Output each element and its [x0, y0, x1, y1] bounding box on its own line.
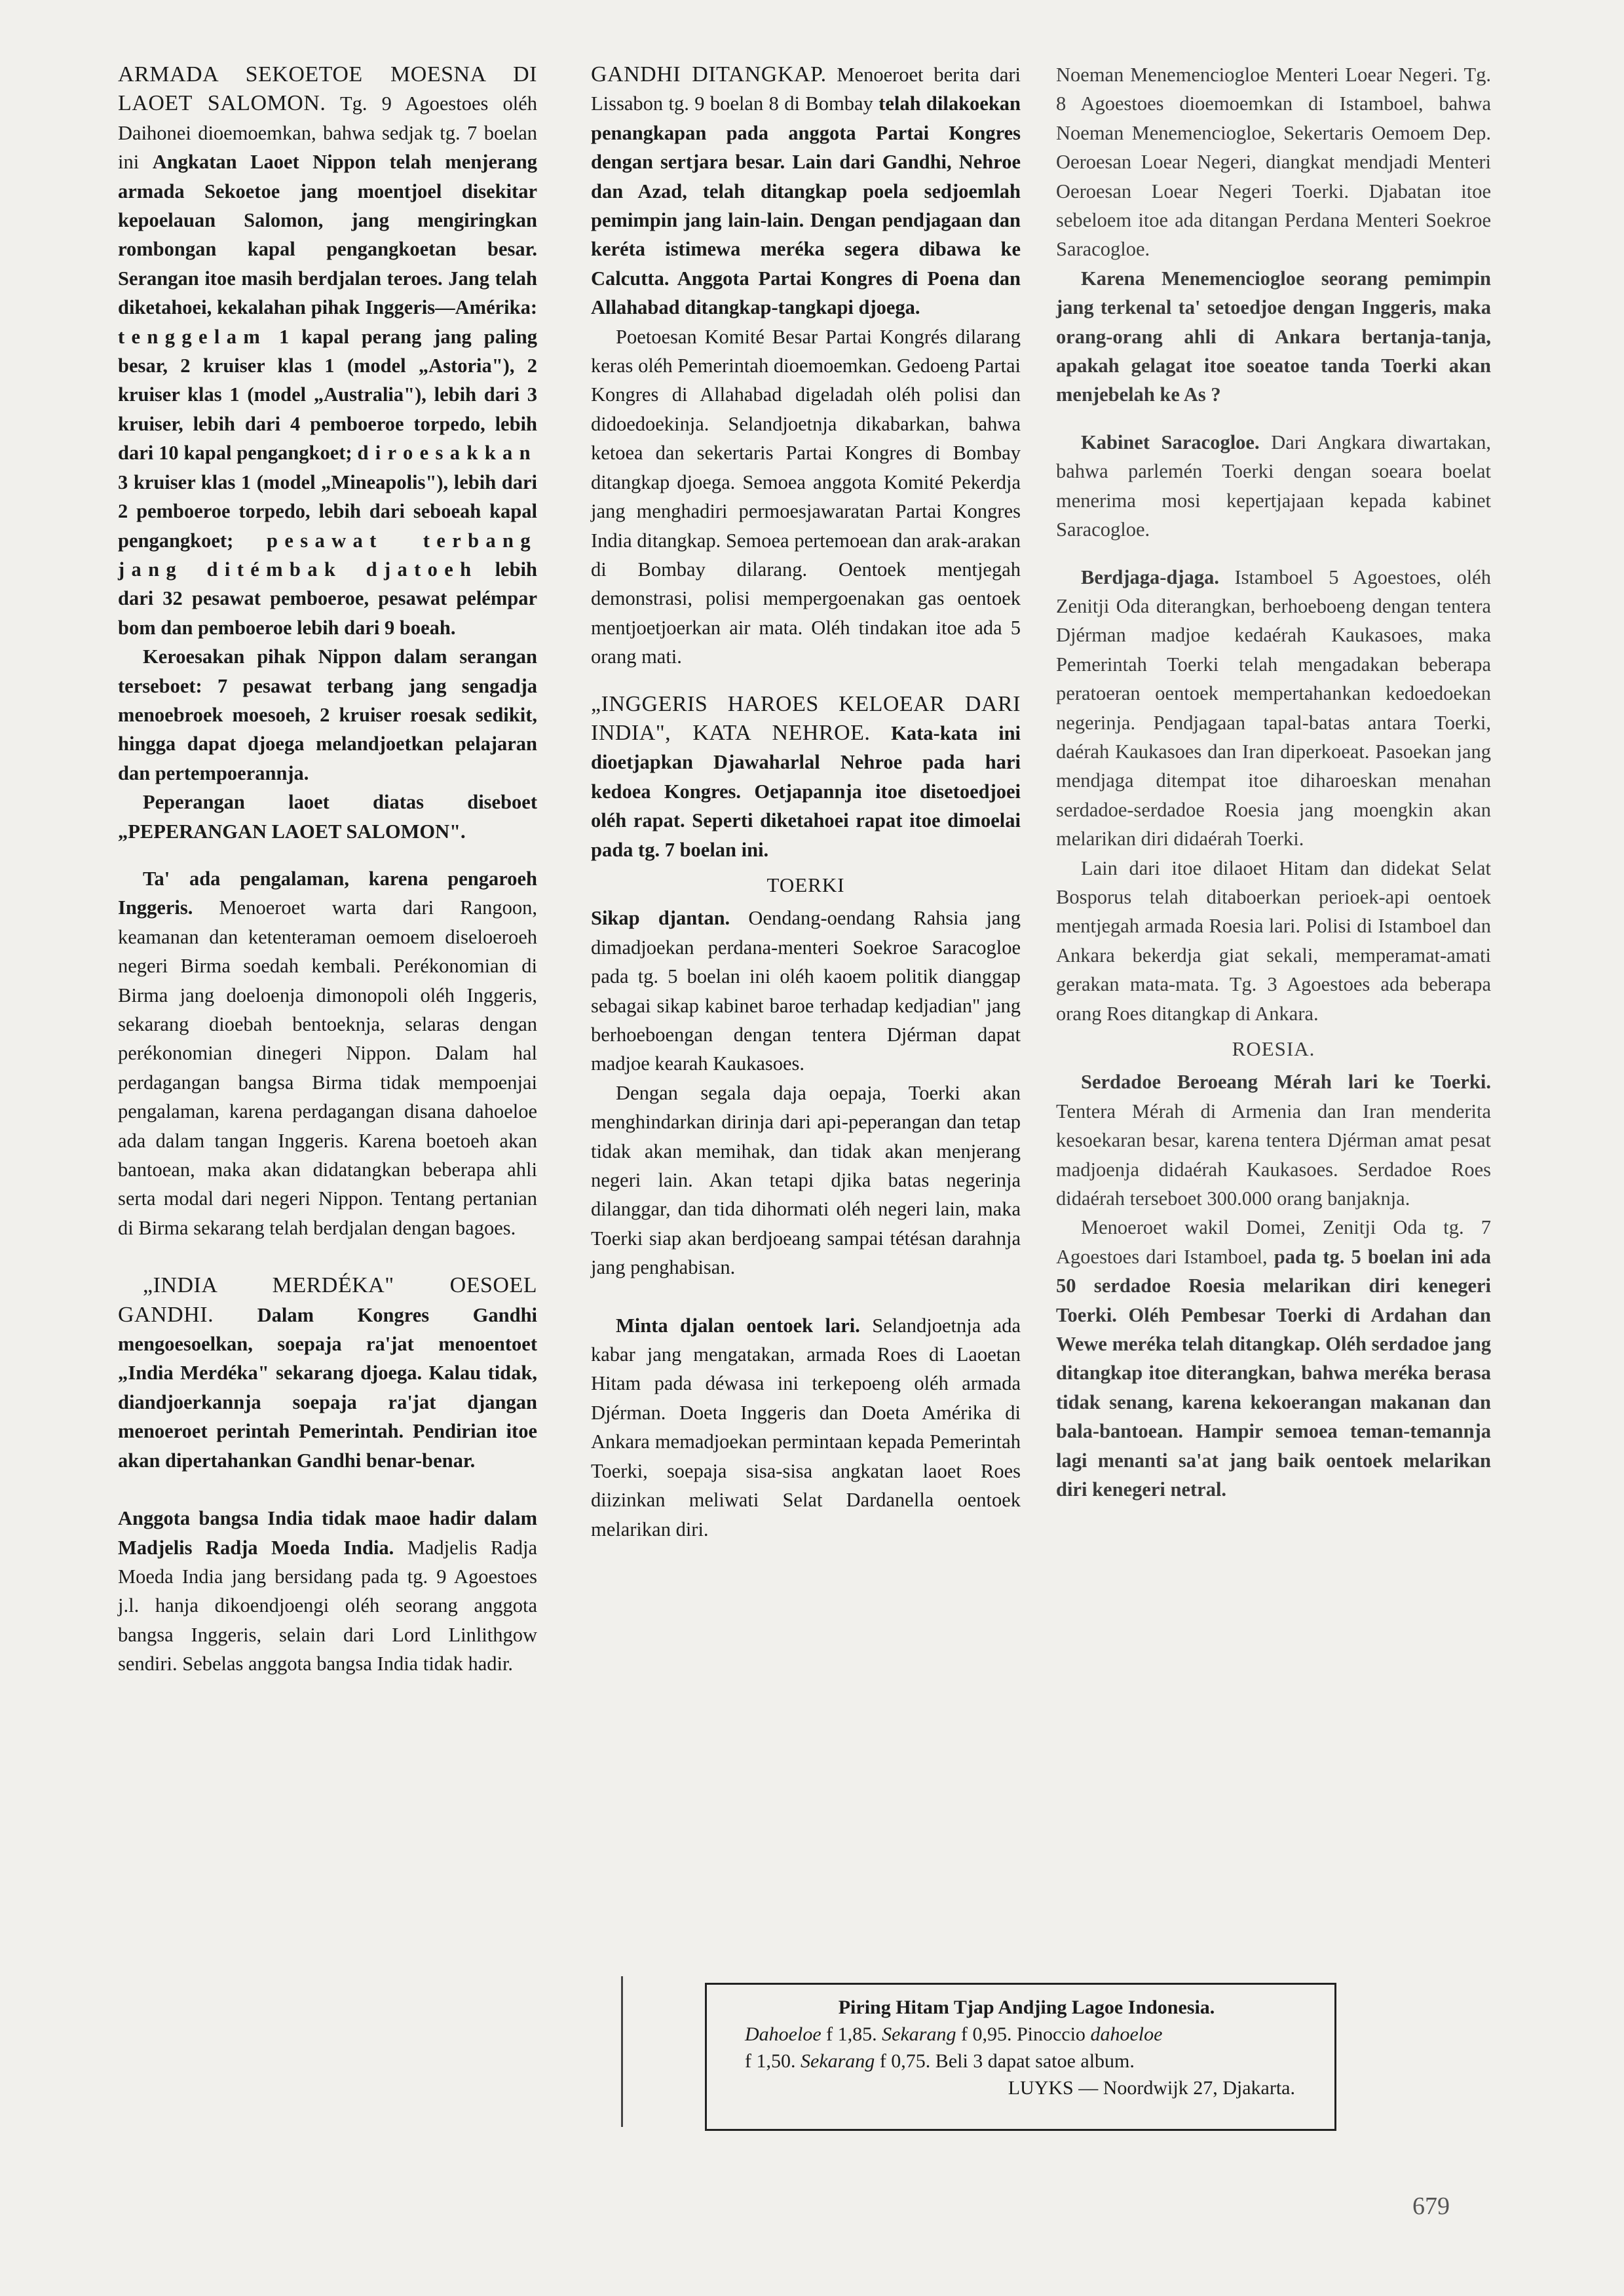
- headline-gandhi-ditangkap: GANDHI DITANGKAP.: [591, 62, 827, 86]
- headline-beroeang-merah: Serdadoe Beroeang Mérah lari ke Toerki.: [1081, 1071, 1491, 1094]
- article-birma: Ta' ada pengalaman, karena pengaroeh Inggeris. Menoeroet warta dari Rangoon, keamanan dan ketenteraman oemoem diseloeroeh negeri Birma soedah kembali. Perékonomian di Birma jang doeloenja dimonopoli oléh Inggeris, sekarang dioebah bentoeknja, selaras dengan perékonomian dinegeri Nippon. Dalam hal perdagangan bangsa Birma tidak mempoenjai pengalaman, karena perdagangan disana dahoeloe ada dalam tangan Inggeris. Karena boetoeh akan bantoean, maka akan didatangkan beberapa ahli serta modal dari negeri Nippon. Tentang pertanian di Birma sekarang telah berdjalan dengan bagoes.: [118, 867, 537, 1239]
- article-beroeang-merah: Serdadoe Beroeang Mérah lari ke Toerki. Tentera Mérah di Armenia dan Iran menderita kesoekaran besar, karena tentera Djérman amat pesat madjoenja didaérah Kaukasoes. Serdadoe Roes didaérah terseboet 300.000 orang banjaknja.: [1056, 1071, 1491, 1210]
- article-kabinet: Kabinet Saracogloe. Dari Angkara diwartakan, bahwa parlemén Toerki dengan soeara boelat menerima mosi kepertjajaan kepada kabinet Saracogloe.: [1056, 430, 1492, 541]
- advert-line-2: f 1,50. Sekarang f 0,75. Beli 3 dapat satoe album.: [745, 2050, 1135, 2072]
- paragraph-toerki-neutral: Dengan segala daja oepaja, Toerki akan menghindarkan dirinja dari api-peperangan dan tetap tidak akan memihak, dan tidak akan menjerang negeri lain. Akan tetapi djika batas negerinja dilanggar, dan tida dihormati oléh negeri lain, maka Toerki siap akan berdjoeang sampai tétésan darahnja jang penghabisan.: [591, 1081, 1021, 1279]
- headline-india-merdeka: „INDIA MERDÉKA" OESOEL GANDHI.: [118, 1273, 537, 1327]
- section-title-roesia: ROESIA.: [1232, 1037, 1315, 1060]
- paragraph-kongres: Poetoesan Komité Besar Partai Kongrés dilarang keras oléh Pemerintah dioemoemkan. Gedoeng Partai Kongres di Allahabad digeladah oléh polisi dan didoedoekinja. Selandjoetnja dikabarkan, bahwa ketoea dan sekertaris Partai Kongres di Bombay ditangkap djoega. Semoea anggota Komité Pekerdja jang menghadiri permoesjawaratan Partai Kongres India ditangkap. Semoea pertemoean dan arak-arakan di Bombay dilarang. Oentoek mentjegah demonstrasi, polisi mempergoenakan gas oentoek mentjoetjoerkan air mata. Oléh tindakan itoe ada 5 orang mati.: [591, 325, 1021, 668]
- headline-madjelis: Anggota bangsa India tidak maoe hadir dalam Madjelis Radja Moeda India.: [118, 1507, 537, 1559]
- paragraph-serdadoe-lari: Menoeroet wakil Domei, Zenitji Oda tg. 7 Agoestoes dari Istamboel, pada tg. 5 boelan ini ada 50 serdadoe Roesia melarikan diri kenegeri Toerki. Oléh Pembesar Toerki di Ardahan dan Wewe meréka telah ditangkap. Oléh serdadoe jang ditangkap itoe diterangkan, bahwa meréka berasa tidak senang, karena kekoerangan makanan dan bala-bantoean. Hampir semoea teman-temannja lagi menanti sa'at jang baik oentoek melarikan diri kenegeri netral.: [1056, 1216, 1491, 1501]
- advert-contact: LUYKS — Noordwijk 27, Djakarta.: [1008, 2077, 1295, 2099]
- column-1: [118, 60, 537, 1679]
- advert-title: Piring Hitam Tjap Andjing Lagoe Indonesia.: [838, 1997, 1215, 2018]
- article-gandhi-ditangkap: GANDHI DITANGKAP. Menoeroet berita dari Lissabon tg. 9 boelan 8 di Bombay telah dilakoekan penangkapan pada anggota Partai Kongres dengan sertjara besar. Lain dari Gandhi, Nehroe dan Azad, telah ditangkap poela sedjoemlah pemimpin jang lain-lain. Dengan pendjagaan dan keréta istimewa meréka segera dibawa ke Calcutta. Anggota Partai Kongres di Poena dan Allahabad ditangkap-tangkapi djoega.: [591, 62, 1021, 319]
- article-armada: ARMADA SEKOETOE MOESNA DI LAOET SALOMON. Tg. 9 Agoestoes oléh Daihonei dioemoemkan, bahwa sedjak tg. 7 boelan ini Angkatan Laoet Nippon telah menjerang armada Sekoetoe jang moentjoel disekitar kepoelauan Salomon, jang mengiringkan rombongan kapal pengangkoetan besar. Serangan itoe masih berdjalan teroes. Jang telah diketahoei, kekalahan pihak Inggeris—Amérika: tenggelam 1 kapal perang jang paling besar, 2 kruiser klas 1 (model „Astoria"), 2 kruiser klas 1 (model „Australia"), lebih dari 3 kruiser, lebih dari 4 pemboeroe torpedo, lebih dari 10 kapal pengangkoet; diroesakkan 3 kruiser klas 1 (model „Mineapolis"), lebih dari 2 pemboeroe torpedo, lebih dari seboeah kapal pengangkoet; pesawat terbang jang ditémbak djatoeh lebih dari 32 pesawat pemboeroe, pesawat pelémpar bom dan pemboeroe lebih dari 9 boeah.: [118, 62, 538, 639]
- advertisement-box: [705, 1983, 1336, 2131]
- paragraph-menemenciogloe-as: Karena Menemenciogloe seorang pemimpin jang terkenal ta' setoedjoe dengan Inggeris, maka orang-orang ahli di Ankara bertanja-tanja, apakah gelagat itoe soeatoe tanda Toerki akan menjebelah ke As ?: [1056, 267, 1491, 406]
- headline-minta-djalan: Minta djalan oentoek lari.: [616, 1314, 860, 1337]
- section-title-toerki: TOERKI: [766, 873, 845, 896]
- article-berdjaga: Berdjaga-djaga. Istamboel 5 Agoestoes, oléh Zenitji Oda diterangkan, berhoeboeng dengan tentera Djérman madjoe kedaérah Kaukasoes, maka Pemerintah Toerki telah mengadakan beberapa peratoeran oentoek mempertahankan kedoedoekan negerinja. Pendjagaan tapal-batas antara Toerki, daérah Kaukasoes dan Iran diperkoeat. Pasoekan jang mendjaga ditempat itoe diharoeskan menahan serdadoe-serdadoe Roesia jang moengkin akan melarikan diri didaérah Toerki.: [1056, 565, 1491, 851]
- headline-birma: Ta' ada pengalaman, karena pengaroeh Inggeris.: [118, 867, 537, 919]
- column-3: [1056, 60, 1491, 1504]
- paragraph-battle-name: Peperangan laoet diatas diseboet „PEPERANGAN LAOET SALOMON".: [118, 791, 537, 843]
- headline-kabinet: Kabinet Saracogloe.: [1081, 430, 1260, 453]
- article-madjelis: Anggota bangsa India tidak maoe hadir dalam Madjelis Radja Moeda India. Madjelis Radja Moeda India jang bersidang pada tg. 9 Agoestoes j.l. hanja dikoendjoengi oléh seorang anggota bangsa Inggeris, selain dari Lord Linlithgow sendiri. Sebelas anggota bangsa India tidak hadir.: [118, 1507, 537, 1675]
- article-minta-djalan: Minta djalan oentoek lari. Selandjoetnja ada kabar jang mengatakan, armada Roes di Laoetan Hitam pada déwasa ini terkepoeng oléh armada Djérman. Doeta Inggeris dan Doeta Amérika di Ankara memadjoekan permintaan kepada Pemerintah Toerki, soepaja sisa-sisa angkatan laoet Roes diizinkan meliwati Selat Dardanella oentoek melarikan diri.: [591, 1314, 1021, 1540]
- page-number: 679: [1412, 2192, 1450, 2220]
- headline-berdjaga: Berdjaga-djaga.: [1081, 565, 1219, 588]
- article-india-merdeka: „INDIA MERDÉKA" OESOEL GANDHI. Dalam Kongres Gandhi mengoesoelkan, soepaja ra'jat menoentoet „India Merdéka" sekarang djoega. Kalau tidak, diandjoerkannja soepaja ra'jat djangan menoeroet perintah Pemerintah. Pendirian itoe akan dipertahankan Gandhi benar-benar.: [118, 1273, 537, 1472]
- headline-nehroe: „INGGERIS HAROES KELOEAR DARI INDIA", KATA NEHROE.: [591, 691, 1021, 745]
- column-2: [591, 60, 1021, 1544]
- headline-armada: ARMADA SEKOETOE MOESNA DI LAOET SALOMON.: [118, 62, 537, 116]
- article-nehroe: „INGGERIS HAROES KELOEAR DARI INDIA", KATA NEHROE. Kata-kata ini dioetjapkan Djawaharlal Nehroe pada hari kedoea Kongres. Oetjapannja itoe disetoedjoei oléh rapat. Seperti diketahoei rapat itoe dimoelai pada tg. 7 boelan ini.: [591, 691, 1021, 861]
- article-menemenciogloe: Noeman Menemenciogloe Menteri Loear Negeri. Tg. 8 Agoestoes dioemoemkan di Istamboel, bahwa Noeman Menemenciogloe, Sekertaris Oemoem Dep. Oeroesan Loear Negeri, diangkat mendjadi Menteri Oeroesan Loear Negeri Toerki. Djabatan itoe sebeloem itoe ada ditangan Perdana Menteri Soekroe Saracogloe.: [1056, 64, 1491, 261]
- column-rule: [621, 1976, 623, 2127]
- paragraph-bosporus: Lain dari itoe dilaoet Hitam dan didekat Selat Bosporus telah ditaboerkan perioek-api oentoek mentjegah armada Roesia lari. Polisi di Istamboel dan Ankara bekerdja giat sekali, memperamat-amati gerakan mata-mata. Tg. 3 Agoestoes ada beberapa orang Roes ditangkap di Ankara.: [1056, 856, 1491, 1025]
- paragraph-nippon-damage: Keroesakan pihak Nippon dalam serangan terseboet: 7 pesawat terbang jang sengadja menoebroek moesoeh, 2 kruiser roesak sedikit, hingga dapat djoega melandjoetkan pelajaran dan pertempoerannja.: [118, 645, 537, 784]
- article-sikap-djantan: Sikap djantan. Oendang-oendang Rahsia jang dimadjoekan perdana-menteri Soekroe Saracogloe pada tg. 5 boelan ini oléh kaoem politik dianggap sebagai sikap kabinet baroe terhadap kedjadian" jang berhoeboengan dengan tentera Djérman dapat madjoe kearah Kaukasoes.: [591, 907, 1021, 1075]
- headline-sikap-djantan: Sikap djantan.: [591, 907, 730, 930]
- advert-line-1: Dahoeloe f 1,85. Sekarang f 0,95. Pinoccio dahoeloe: [745, 2023, 1163, 2045]
